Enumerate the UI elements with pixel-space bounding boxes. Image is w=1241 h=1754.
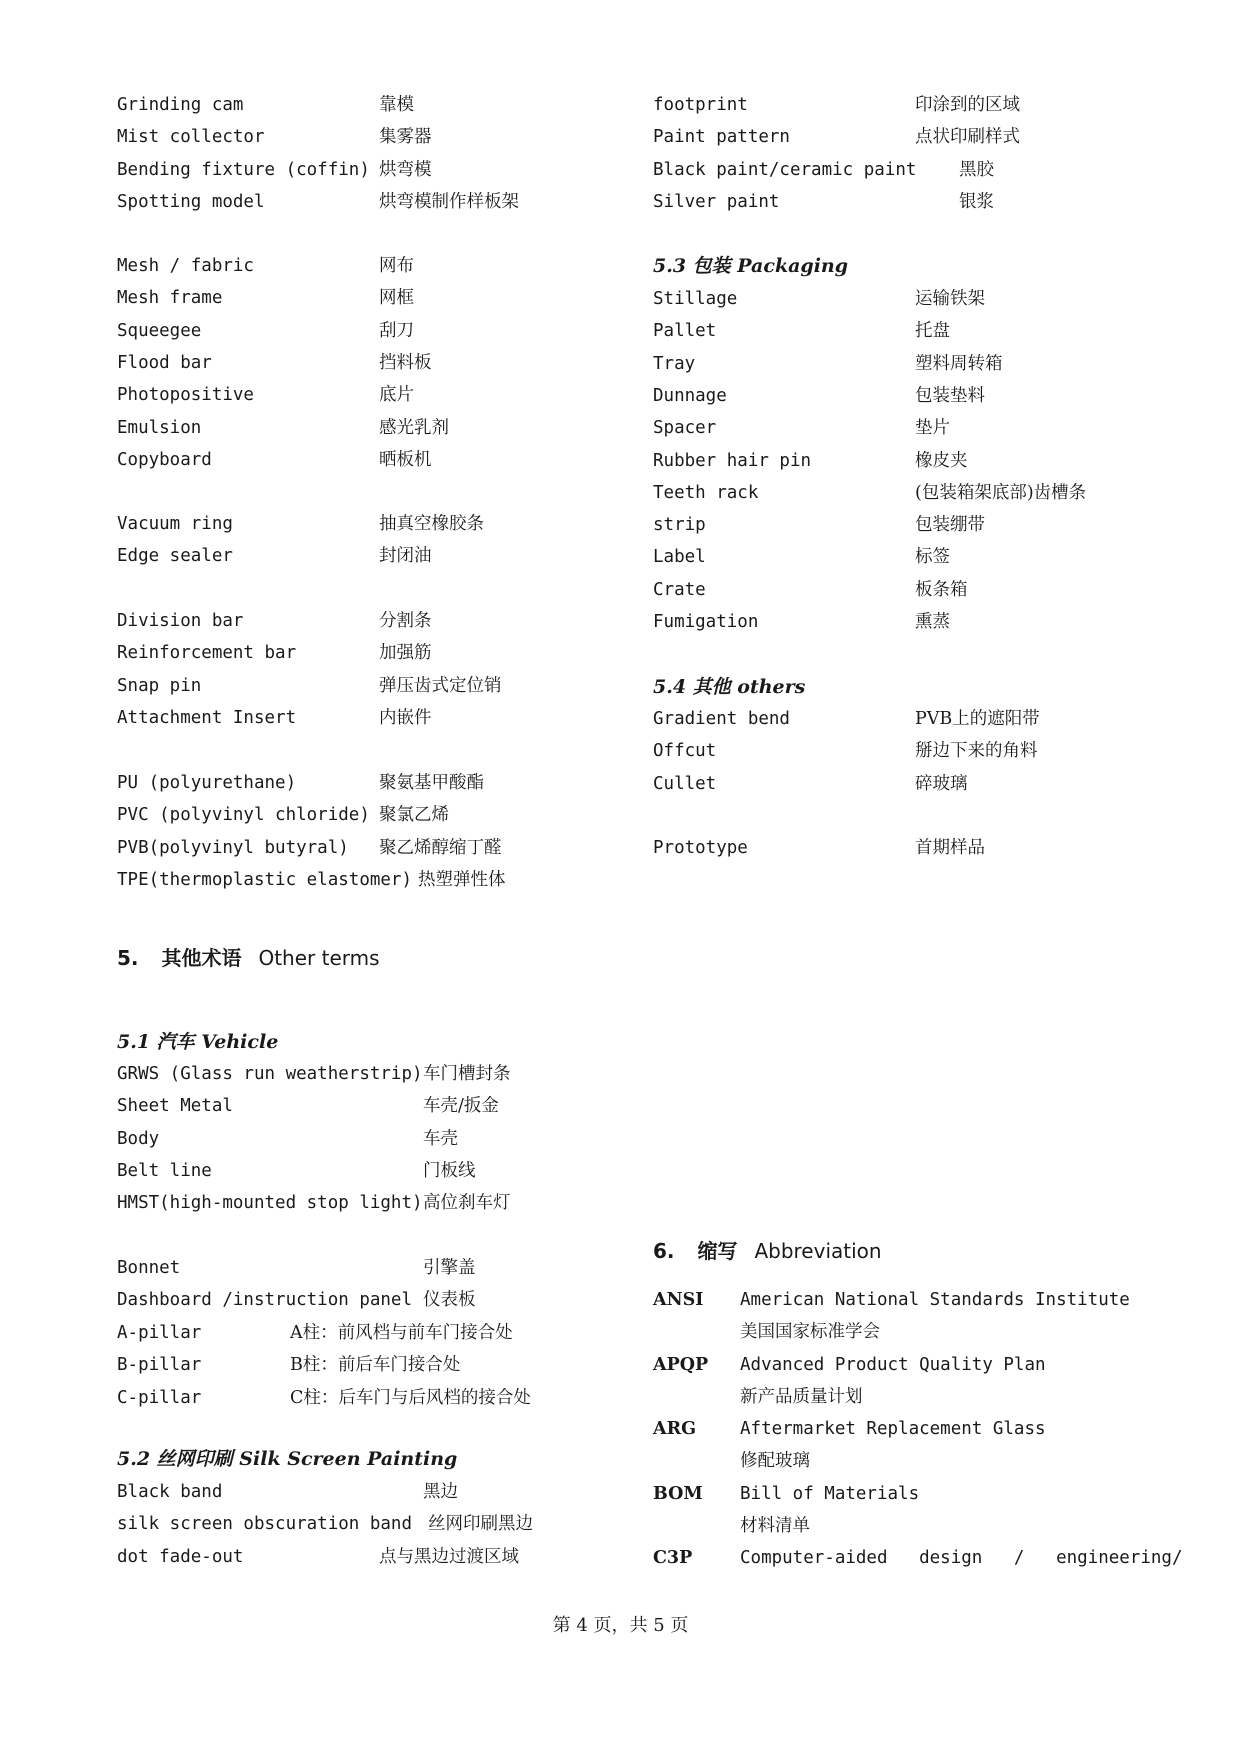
term-zh: 聚乙烯醇缩丁醛 [379,837,502,858]
term-zh: 引擎盖 [423,1258,476,1278]
term-zh: 丝网印刷黑边 [428,1514,533,1535]
term-zh: 聚氨基甲酸酯 [379,773,484,793]
term-en: Teeth rack [653,482,759,503]
term-en: Pallet [653,321,717,342]
term-zh: 印涂到的区域 [915,95,1020,115]
term-en: Division bar [117,611,244,631]
term-zh: 分割条 [379,611,432,631]
term-en: strip [653,515,706,536]
term-zh: (包装箱架底部)齿槽条 [915,482,1087,503]
term-en: Snap pin [117,675,202,696]
abbreviation-translation: 美国国家标准学会 [740,1322,880,1343]
term-zh: 掰边下来的角料 [915,741,1038,762]
section-6-title-en: Abbreviation [754,1239,882,1263]
term-en: Black paint/ceramic paint [653,159,917,180]
silk-screen-heading: 5.2 丝网印刷 Silk Screen Painting [117,1448,458,1470]
abbreviation-expansion: Advanced Product Quality Plan [740,1354,1046,1375]
term-zh: 集雾器 [379,127,432,148]
term-zh: 垫片 [915,418,950,439]
term-zh: 塑料周转箱 [915,353,1003,374]
abbreviation-expansion: Bill of Materials [740,1483,920,1504]
term-en: HMST(high-mounted stop light) [117,1193,423,1214]
term-en: Flood bar [117,352,212,373]
term-zh: 感光乳剂 [379,417,449,438]
section-5-title-en: Other terms [258,946,380,970]
term-zh: 黑胶 [959,159,994,180]
term-zh: A柱：前风档与前车门接合处 [290,1323,513,1343]
term-zh: 抽真空橡胶条 [379,514,484,534]
abbreviation-expansion: Computer-aided design / engineering/ [740,1548,1183,1569]
section-5-title-zh: 其他术语 [161,946,242,970]
term-en: Body [117,1128,160,1149]
term-en: Silver paint [653,191,780,212]
term-en: Label [653,547,706,568]
section-6-heading [653,1236,882,1266]
term-zh: 挡料板 [379,352,432,373]
term-zh: 晒板机 [379,449,432,470]
term-en: Rubber hair pin [653,450,812,471]
term-en: footprint [653,95,748,115]
term-zh: 车壳/扳金 [423,1096,499,1117]
term-zh: 热塑弹性体 [418,869,506,890]
term-en: Edge sealer [117,546,233,567]
term-en: Stillage [653,289,738,309]
term-zh: 聚氯乙烯 [379,805,449,826]
term-zh: 烘弯模 [379,159,432,180]
term-zh: 碎玻璃 [915,773,968,794]
term-en: Spotting model [117,191,265,212]
abbreviation-translation: 新产品质量计划 [740,1386,863,1407]
term-zh: C柱：后车门与后风档的接合处 [290,1387,531,1408]
term-zh: 包装绷带 [915,515,985,536]
term-en: Sheet Metal [117,1096,233,1117]
term-zh: PVB上的遮阳带 [915,709,1040,729]
others-heading: 5.4 其他 others [653,676,806,698]
abbreviation-translation: 修配玻璃 [740,1451,810,1472]
term-zh: 熏蒸 [915,612,950,632]
term-zh: 烘弯模制作样板架 [379,191,519,212]
term-en: Paint pattern [653,127,790,148]
term-en: Spacer [653,418,717,439]
term-zh: 车壳 [423,1128,458,1149]
term-en: Gradient bend [653,709,790,729]
term-zh: 黑边 [423,1482,458,1502]
term-zh: 板条箱 [915,579,968,600]
section-6-number: 6. [653,1239,675,1263]
term-en: GRWS (Glass run weatherstrip) [117,1064,423,1084]
term-zh: 封闭油 [379,546,432,567]
term-en: Prototype [653,838,748,858]
abbreviation-code: ANSI [653,1290,704,1310]
term-en: Grinding cam [117,95,244,115]
term-en: Photopositive [117,385,254,406]
term-zh: 底片 [379,385,414,406]
term-en: Copyboard [117,449,212,470]
term-en: Bonnet [117,1258,181,1278]
term-en: Reinforcement bar [117,643,297,664]
term-zh: 点与黑边过渡区域 [379,1546,519,1567]
term-en: PVB(polyvinyl butyral) [117,837,349,858]
term-zh: 内嵌件 [379,707,432,728]
term-zh: 网框 [379,288,414,309]
term-en: Squeegee [117,320,202,341]
term-en: Cullet [653,773,717,794]
term-zh: 运输铁架 [915,289,985,309]
term-en: TPE(thermoplastic elastomer) [117,869,413,890]
term-en: Offcut [653,741,717,762]
term-en: Belt line [117,1160,212,1181]
term-en: Vacuum ring [117,514,233,534]
section-6-title-zh: 缩写 [697,1239,738,1263]
term-en: Dunnage [653,385,727,406]
term-zh: 托盘 [915,321,950,342]
term-en: A-pillar [117,1323,202,1343]
term-en: Black band [117,1482,223,1502]
term-zh: 门板线 [423,1160,476,1181]
term-zh: 包装垫料 [915,385,985,406]
section-5-heading [117,943,380,973]
term-en: Emulsion [117,417,202,438]
abbreviation-expansion: Aftermarket Replacement Glass [740,1419,1046,1440]
term-en: silk screen obscuration band [117,1514,413,1535]
abbreviation-code: ARG [653,1419,697,1440]
section-5-number: 5. [117,946,139,970]
term-en: Bending fixture (coffin) [117,159,370,180]
term-zh: 高位刹车灯 [423,1193,511,1214]
term-zh: 橡皮夹 [915,450,968,471]
term-en: Mist collector [117,127,265,148]
term-zh: 点状印刷样式 [915,127,1020,148]
term-en: PVC (polyvinyl chloride) [117,805,370,826]
term-zh: 弹压齿式定位销 [379,675,502,696]
term-en: PU (polyurethane) [117,773,297,793]
abbreviation-code: C3P [653,1548,693,1569]
abbreviation-translation: 材料清单 [740,1516,810,1537]
packaging-heading: 5.3 包装 Packaging [653,255,849,277]
term-en: Crate [653,579,706,600]
term-en: Mesh / fabric [117,256,254,276]
abbreviation-expansion: American National Standards Institute [740,1290,1130,1310]
page-footer: 第 4 页，共 5 页 [552,1615,689,1636]
term-en: Mesh frame [117,288,223,309]
term-zh: 仪表板 [423,1290,476,1311]
term-en: C-pillar [117,1387,202,1408]
term-zh: B柱：前后车门接合处 [290,1355,461,1376]
abbreviation-code: BOM [653,1483,703,1504]
term-zh: 车门槽封条 [423,1064,511,1084]
term-zh: 靠模 [379,95,414,115]
term-en: Tray [653,353,696,374]
term-en: Fumigation [653,612,759,632]
term-zh: 银浆 [959,191,994,212]
term-en: B-pillar [117,1355,202,1376]
term-en: Attachment Insert [117,707,297,728]
abbreviation-code: APQP [653,1354,709,1375]
vehicle-heading: 5.1 汽车 Vehicle [117,1031,279,1053]
term-zh: 加强筋 [379,643,432,664]
term-zh: 网布 [379,256,414,276]
term-zh: 首期样品 [915,838,985,858]
term-zh: 标签 [915,547,950,568]
term-en: Dashboard /instruction panel [117,1290,413,1311]
term-en: dot fade-out [117,1546,244,1567]
term-zh: 刮刀 [379,320,414,341]
